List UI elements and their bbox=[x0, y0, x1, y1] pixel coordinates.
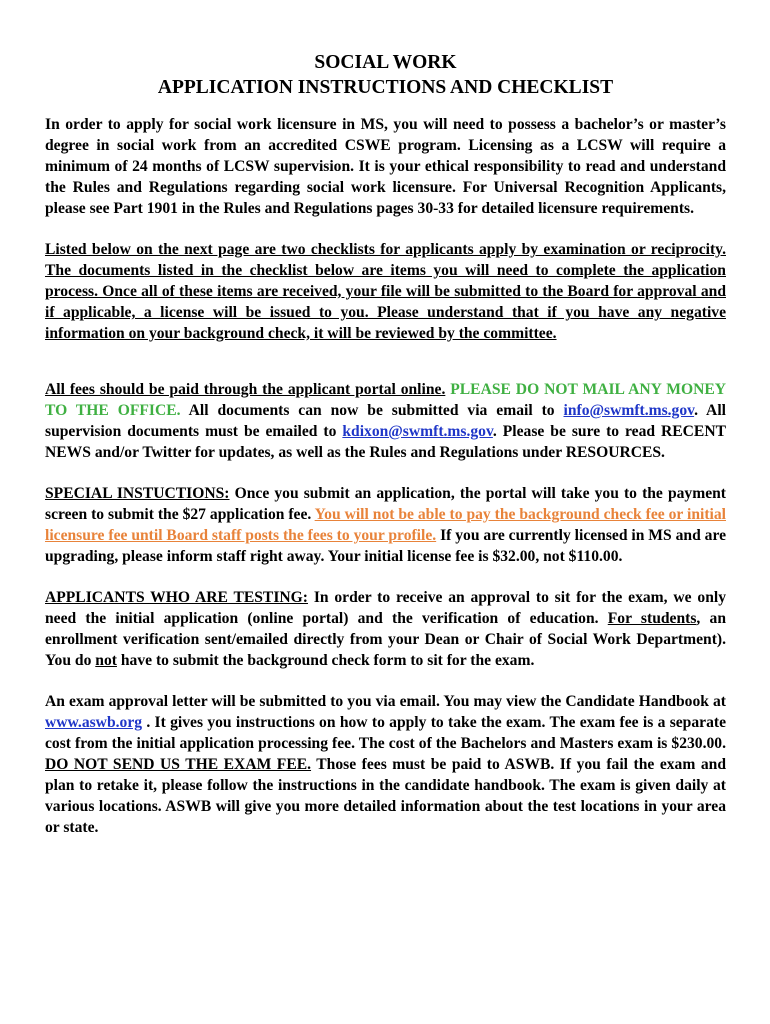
fees-paragraph bbox=[45, 379, 726, 463]
exam-paragraph bbox=[45, 691, 726, 838]
no-mail-warning: PLEASE DO NOT MAIL ANY MONEY TO THE OFFICE. bbox=[45, 381, 726, 419]
special-heading: SPECIAL INSTUCTIONS: bbox=[45, 485, 230, 502]
not-emphasis: not bbox=[95, 652, 117, 669]
exam-text-2: . It gives you instructions on how to apply to take the exam. The exam fee is a separate cost from the initial application processing fee. The cost of the Bachelors and Masters exam is $230.00. bbox=[45, 714, 726, 752]
exam-fee-warning: DO NOT SEND US THE EXAM FEE. bbox=[45, 756, 312, 773]
exam-text-3: Those fees must be paid to ASWB. If you fail the exam and plan to retake it, please follow the instructions in the candidate handbook. The exam is given daily at various locations. ASWB will give you more detailed information about the test locations in your area or state. bbox=[45, 756, 726, 836]
students-label: For students bbox=[607, 610, 697, 627]
page-title bbox=[45, 50, 726, 100]
special-text-2: If you are currently licensed in MS and are upgrading, please inform staff right away. Your initial license fee is $32.00, not $110.00. bbox=[45, 527, 727, 565]
fees-lead: All fees should be paid through the applicant portal online. bbox=[45, 381, 446, 398]
kdixon-email-link[interactable]: kdixon@swmft.ms.gov bbox=[342, 423, 493, 440]
special-text-1: Once you submit an application, the portal will take you to the payment screen to submit the $27 application fee. bbox=[45, 485, 727, 523]
fee-posting-notice: You will not be able to pay the background check fee or initial licensure fee until Board staff posts the fees to your profile. bbox=[45, 506, 726, 544]
testing-text-2: , an enrollment verification sent/emailed directly from your Dean or Chair of Social Work Department). You do bbox=[45, 610, 726, 669]
testing-paragraph bbox=[45, 587, 726, 671]
testing-text-3: have to submit the background check form to sit for the exam. bbox=[116, 652, 535, 669]
checklist-note-paragraph: Listed below on the next page are two checklists for applicants apply by examination or reciprocity. The documents listed in the checklist below are items you will need to complete the application process. Once all of these items are received, your file will be submitted to the Board for approval and if applicable, a license will be issued to you. Please understand that if you have any negative information on your background check, it will be reviewed by the committee. bbox=[45, 241, 726, 342]
aswb-link[interactable]: www.aswb.org bbox=[45, 714, 143, 731]
intro-paragraph: In order to apply for social work licensure in MS, you will need to possess a bachelor’s or master’s degree in social work from an accredited CSWE program. Licensing as a LCSW will require a minimum of 24 months of LCSW supervision. It is your ethical responsibility to read and understand the Rules and Regulations regarding social work licensure. For Universal Recognition Applicants, please see Part 1901 in the Rules and Regulations pages 30-33 for detailed licensure requirements. bbox=[45, 116, 726, 217]
exam-text-1: An exam approval letter will be submitted to you via email. You may view the Candidate Handbook at bbox=[45, 693, 726, 710]
fees-text-2: . All supervision documents must be emailed to bbox=[45, 402, 726, 440]
info-email-link[interactable]: info@swmft.ms.gov bbox=[563, 402, 695, 419]
title-line-1: SOCIAL WORK bbox=[314, 52, 457, 73]
fees-text-1: All documents can now be submitted via email to bbox=[180, 402, 564, 419]
special-instructions-paragraph bbox=[45, 483, 726, 567]
testing-heading: APPLICANTS WHO ARE TESTING: bbox=[45, 589, 308, 606]
title-line-2: APPLICATION INSTRUCTIONS AND CHECKLIST bbox=[157, 77, 614, 98]
testing-text-1: In order to receive an approval to sit for the exam, we only need the initial application (online portal) and the verification of education. bbox=[45, 589, 726, 627]
fees-text-3: . Please be sure to read RECENT NEWS and/or Twitter for updates, as well as the Rules and Regulations under RESOURCES. bbox=[45, 423, 726, 461]
